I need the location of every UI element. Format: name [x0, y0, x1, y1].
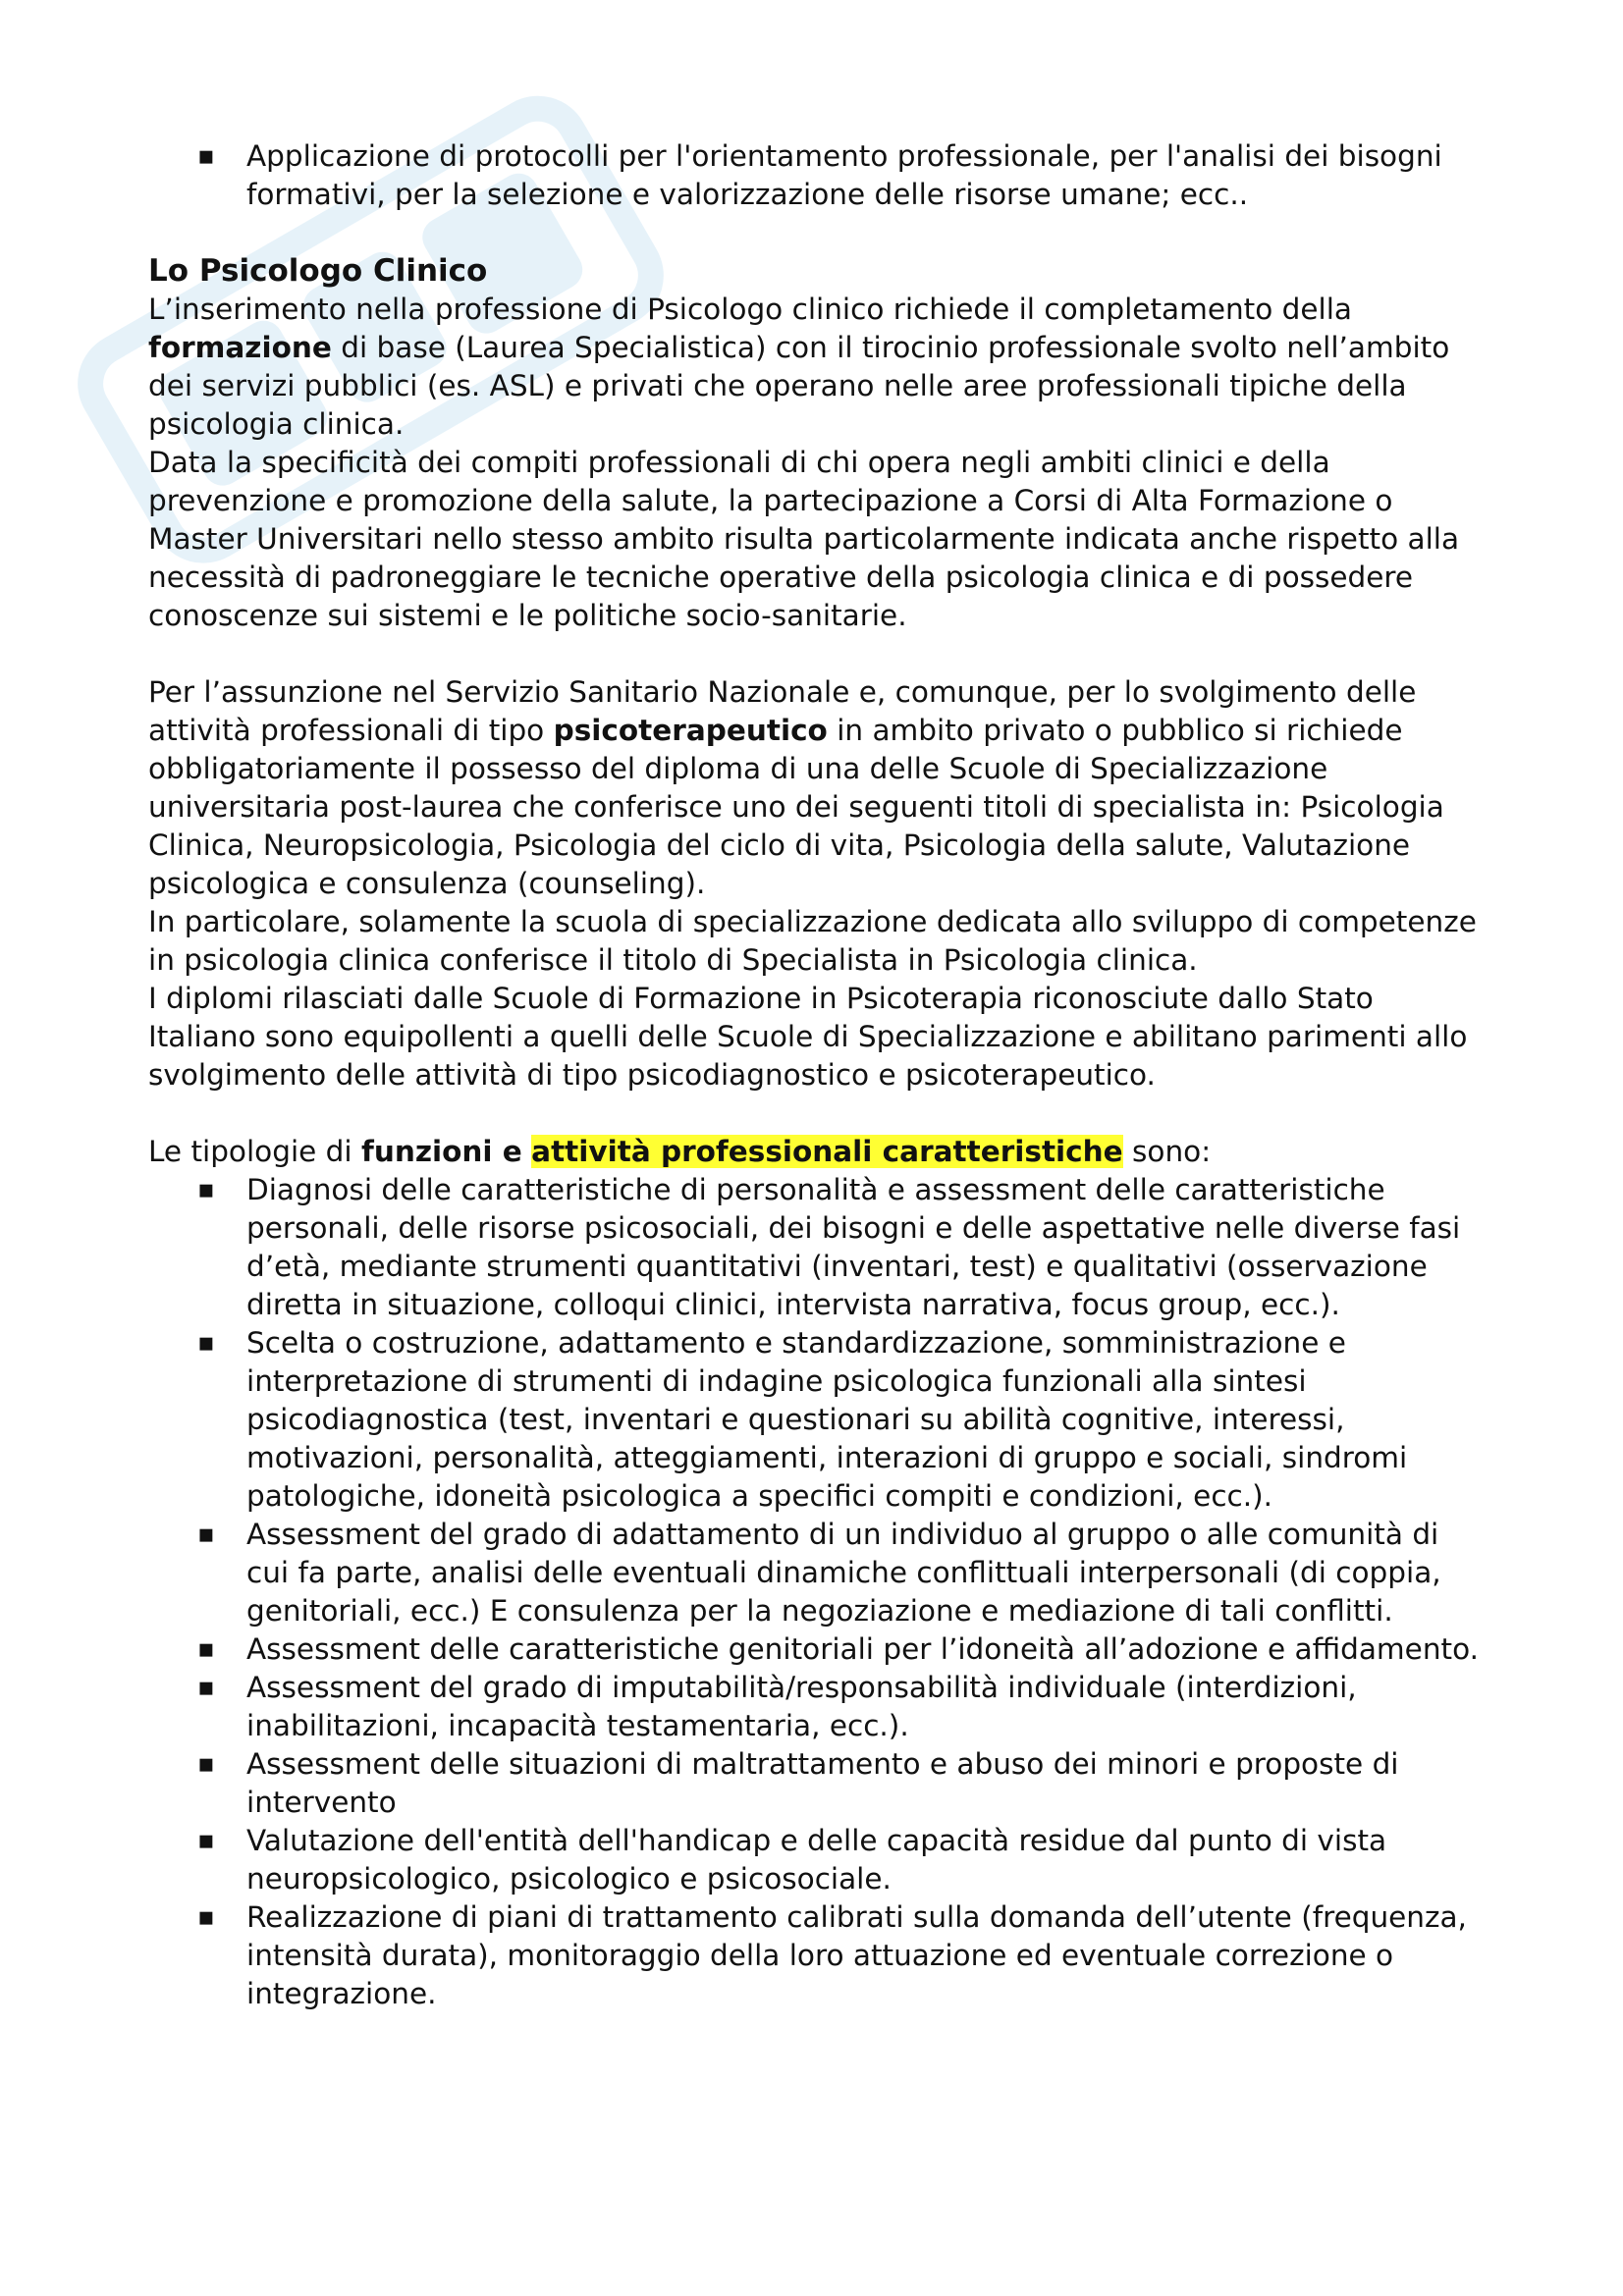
bold-term: psicoterapeutico — [553, 714, 828, 747]
paragraph-tipologie — [148, 1133, 1484, 1171]
paragraph-text: di base (Laurea Specialistica) con il tirocinio professionale svolto nell’ambito dei servizi pubblici (es. ASL) e privati che operano nelle aree professionali tipiche della psicologia clinica. — [148, 331, 1450, 441]
list-item: ▪ Realizzazione di piani di trattamento calibrati sulla domanda dell’utente (frequenza, intensità durata), monitoraggio della loro attuazione ed eventuale correzione o integrazione. — [148, 1898, 1484, 2013]
section-title: Lo Psicologo Clinico — [148, 253, 488, 289]
paragraph-text — [522, 1135, 531, 1168]
bold-term: formazione — [148, 331, 332, 364]
paragraph-specificita: Data la specificità dei compiti professionali di chi opera negli ambiti clinici e della prevenzione e promozione della salute, la partecipazione a Corsi di Alta Formazione o Master Universitari nello stesso ambito risulta particolarmente indicata anche rispetto alla necessità di padroneggiare le tecniche operative della psicologia clinica e di possedere conoscenze sui sistemi e le politiche socio-sanitarie. — [148, 446, 1460, 632]
list-item: ▪ Assessment delle caratteristiche genitoriali per l’idoneità all’adozione e affidamento. — [148, 1630, 1484, 1669]
top-bullet-list — [148, 137, 1484, 214]
paragraph-text: Le tipologie di — [148, 1135, 361, 1168]
paragraph-text: Per l’assunzione nel Servizio Sanitario Nazionale e, comunque, per lo svolgimento delle attività professionali di tipo — [148, 675, 1417, 747]
list-item: ▪ Applicazione di protocolli per l'orientamento professionale, per l'analisi dei bisogni formativi, per la selezione e valorizzazione delle risorse umane; ecc.. — [148, 137, 1484, 214]
list-item: ▪ Valutazione dell'entità dell'handicap e delle capacità residue dal punto di vista neuropsicologico, psicologico e psicosociale. — [148, 1822, 1484, 1898]
paragraph-particolare: In particolare, solamente la scuola di specializzazione dedicata allo sviluppo di competenze in psicologia clinica conferisce il titolo di Specialista in Psicologia clinica. — [148, 905, 1477, 977]
paragraph-formazione — [148, 291, 1484, 444]
list-item: ▪ Diagnosi delle caratteristiche di personalità e assessment delle caratteristiche personali, delle risorse psicosociali, dei bisogni e delle aspettative nelle diverse fasi d’età, mediante strumenti quantitativi (inventari, test) e qualitativi (osservazione diretta in situazione, colloqui clinici, intervista narrativa, focus group, ecc.). — [148, 1171, 1484, 1324]
list-item: ▪ Assessment del grado di imputabilità/responsabilità individuale (interdizioni, inabilitazioni, incapacità testamentaria, ecc.). — [148, 1669, 1484, 1745]
document-body — [148, 137, 1484, 2013]
paragraph-text: sono: — [1122, 1135, 1212, 1168]
paragraph-text: in ambito privato o pubblico si richiede obbligatoriamente il possesso del diploma di una delle Scuole di Specializzazione universitaria post-laurea che conferisce uno dei seguenti titoli di specialista in: Psicologia Clinica, Neuropsicologia, Psicologia del ciclo di vita, Psicologia della salute, Valutazione psicologica e consulenza (counseling). — [148, 714, 1444, 900]
list-item: ▪ Assessment delle situazioni di maltrattamento e abuso dei minori e proposte di intervento — [148, 1745, 1484, 1822]
list-item: ▪ Assessment del grado di adattamento di un individuo al gruppo o alle comunità di cui fa parte, analisi delle eventuali dinamiche conflittuali interpersonali (di coppia, genitoriali, ecc.) E consulenza per la negoziazione e mediazione di tali conflitti. — [148, 1516, 1484, 1630]
bold-term: funzioni e — [360, 1135, 522, 1168]
paragraph-assunzione — [148, 673, 1484, 903]
paragraph-text: L’inserimento nella professione di Psicologo clinico richiede il completamento della — [148, 293, 1353, 326]
paragraph-diplomi: I diplomi rilasciati dalle Scuole di Formazione in Psicoterapia riconosciute dallo Stato Italiano sono equipollenti a quelli delle Scuole di Specializzazione e abilitano parimenti allo svolgimento delle attività di tipo psicodiagnostico e psicoterapeutico. — [148, 982, 1468, 1092]
highlighted-term: attività professionali caratteristiche — [531, 1135, 1123, 1168]
activities-bullet-list — [148, 1171, 1484, 2013]
list-item: ▪ Scelta o costruzione, adattamento e standardizzazione, somministrazione e interpretazione di strumenti di indagine psicologica funzionali alla sintesi psicodiagnostica (test, inventari e questionari su abilità cognitive, interessi, motivazioni, personalità, atteggiamenti, interazioni di gruppo e sociali, sindromi patologiche, idoneità psicologica a specifici compiti e condizioni, ecc.). — [148, 1324, 1484, 1516]
